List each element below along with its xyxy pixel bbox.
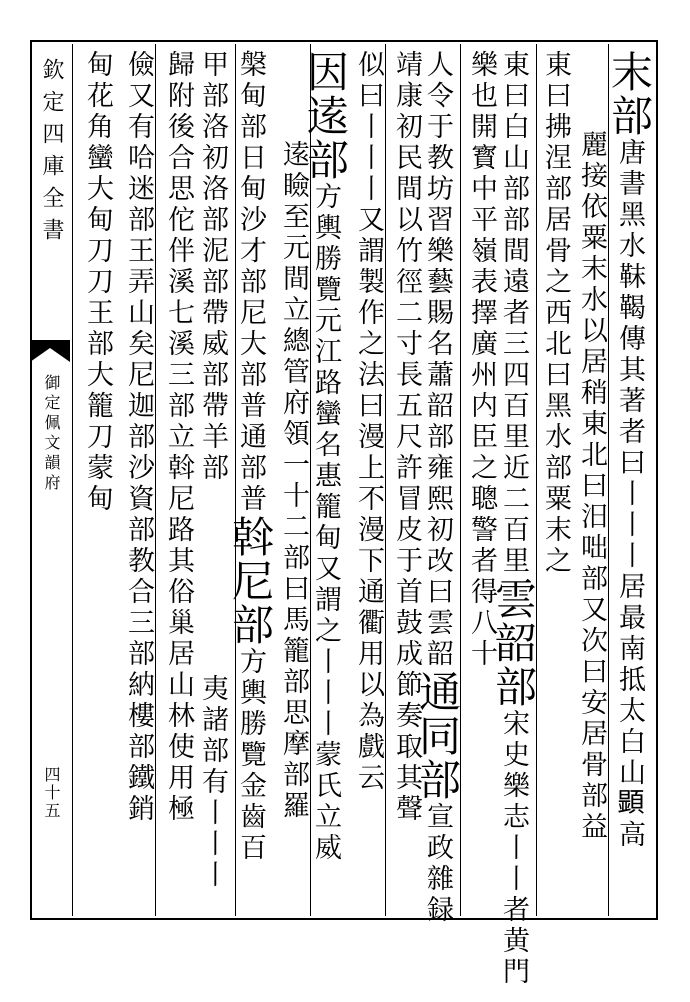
text-column	[462, 50, 498, 912]
text-column	[538, 50, 572, 912]
text-column	[349, 50, 385, 912]
entry-text: 夷諸部有丨丨丨	[197, 674, 228, 891]
entry-heading: 末部	[605, 50, 654, 138]
entry-text: 甸花角蠻大甸刀刀王部大籠刀蒙甸	[82, 50, 113, 515]
entry-text: 逺瞼至元間立總管府領一十二部曰馬籠部思摩部羅	[278, 140, 309, 822]
text-column	[199, 50, 235, 912]
text-column	[413, 50, 462, 926]
entry-text: 麗接依粟末水以居稍東北曰汨咄部又次曰安居骨部益	[576, 130, 607, 843]
entry-text: 方輿勝覽金齒百	[235, 647, 266, 864]
page-number: 四十五	[42, 766, 61, 820]
column-rule	[536, 44, 537, 916]
text-column	[117, 50, 155, 912]
entry-text: 唐書黑水靺鞨傳其著者曰丨丨丨居最南抵太白山𩔰高	[614, 138, 645, 851]
text-column	[74, 50, 114, 912]
text-column	[226, 50, 275, 912]
entry-text: 靖康初民間以竹徑二寸長五尺許冒皮于首鼓成節奏取其聲	[391, 50, 422, 825]
entry-text: 人令于教坊習樂藝賜名蕭韶部雍熙初改曰雲韶	[422, 50, 453, 670]
column-rule	[72, 44, 73, 916]
text-column	[301, 50, 350, 912]
entry-text: 宋史樂志丨丨者黄門	[498, 709, 529, 988]
text-column	[274, 140, 310, 1002]
column-rule	[385, 44, 386, 916]
entry-heading: 通同部	[413, 670, 462, 802]
book-title: 欽定四庫全書	[39, 58, 64, 250]
text-column	[387, 50, 423, 912]
entry-text: 甲部洛初洛部泥部帶威部帶羊部	[197, 50, 228, 484]
entry-text: 歸附後合思佗伴溪七溪三部立斡尼路其俗巢居山林使用極	[163, 50, 194, 825]
margin-gutter	[30, 44, 70, 916]
entry-text: 東曰拂涅部居骨之西北曰黑水部粟末之	[540, 50, 571, 577]
entry-text: 東曰白山部部間遠者三四百里近二百里	[498, 50, 529, 577]
column-rule	[155, 44, 156, 916]
entry-heading: 因逺部	[301, 50, 350, 182]
subtitle: 御定佩文韻府	[42, 374, 61, 494]
entry-text: 儉又有哈迷部王弄山矣尼迦部沙資部教合三部納樓部鐵銷	[123, 50, 154, 825]
entry-text: 樂也開寳中平嶺表擇廣州内臣之聰警者得八十	[466, 50, 497, 670]
fishtail-mark-icon	[30, 340, 70, 362]
entry-heading: 斡尼部	[226, 515, 275, 647]
text-column	[157, 50, 195, 912]
entry-text: 方輿勝覽元江路蠻名惠籠甸又謂之丨丨丨蒙氏立威	[310, 182, 341, 864]
entry-text: 宣政雜録	[422, 802, 453, 926]
entry-text: 似曰丨丨丨又謂製作之法曰漫上不漫下通衢用以為戲云	[353, 50, 384, 794]
text-column	[489, 50, 538, 988]
entry-heading: 雲韶部	[489, 577, 538, 709]
text-column	[572, 130, 608, 992]
entry-text: 槃甸部日甸沙才部尼大部普通部普	[235, 50, 266, 515]
text-column	[605, 50, 654, 912]
